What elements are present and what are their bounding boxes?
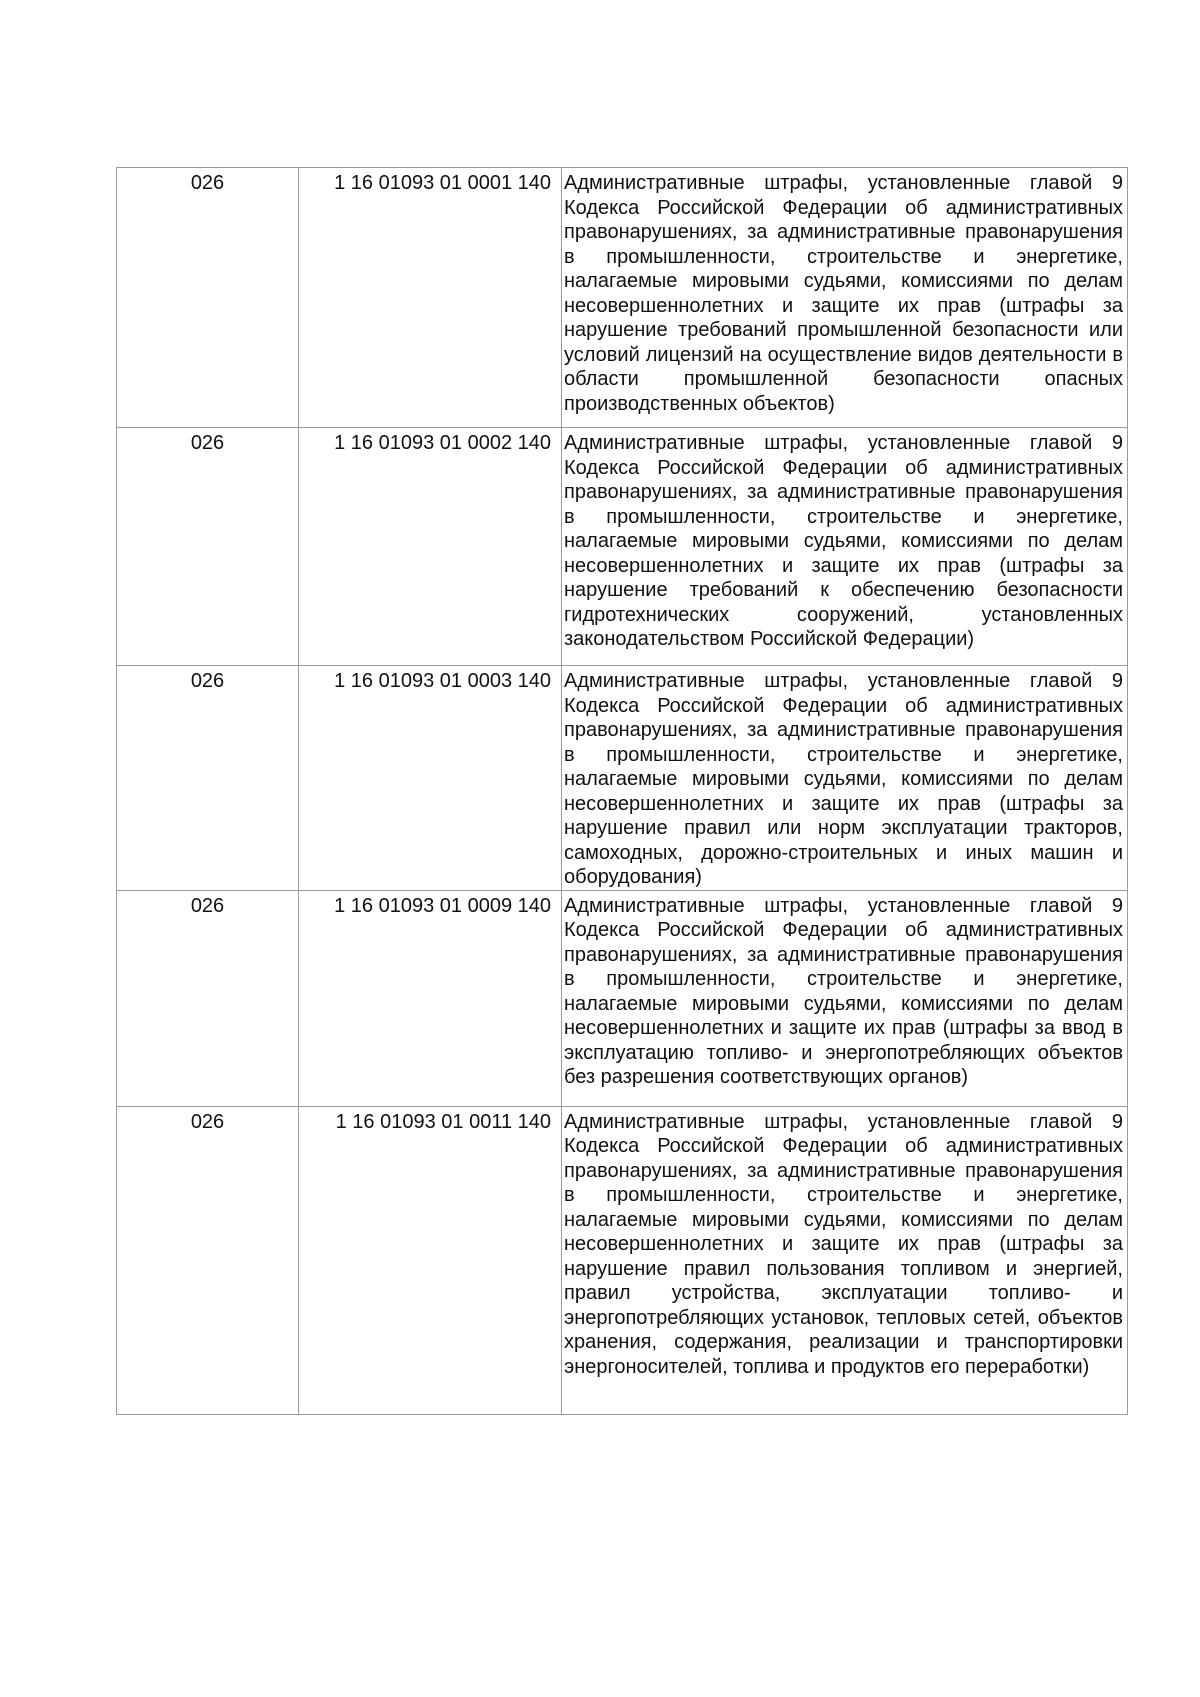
kbk-code-cell: 1 16 01093 01 0002 140 [299,428,562,666]
kbk-code-cell: 1 16 01093 01 0011 140 [299,1106,562,1414]
kbk-code-cell: 1 16 01093 01 0003 140 [299,666,562,891]
admin-code-cell: 026 [117,890,299,1106]
description-text: Административные штрафы, установленные главой 9 Кодекса Российской Федерации об административных правонарушениях, за административные правонарушения в промышленности, строительстве и энергетике, налагаемые мировыми судьями, комиссиями по делам несовершеннолетних и защите их прав (штрафы за нарушение требований промышленной безопасности или условий лицензий на осуществление видов деятельности в области промышленной безопасности опасных производственных объектов) [564,172,1123,415]
description-cell [562,1106,1128,1414]
admin-code-cell: 026 [117,1106,299,1414]
table-row [117,666,1128,891]
description-text: Административные штрафы, установленные главой 9 Кодекса Российской Федерации об административных правонарушениях, за административные правонарушения в промышленности, строительстве и энергетике, налагаемые мировыми судьями, комиссиями по делам несовершеннолетних и защите их прав (штрафы за нарушение правил или норм эксплуатации тракторов, самоходных, дорожно-строительных и иных машин и оборудования) [564,670,1123,888]
budget-codes-table [116,167,1128,1415]
table-row [117,1106,1128,1414]
description-cell [562,168,1128,428]
description-text: Административные штрафы, установленные главой 9 Кодекса Российской Федерации об административных правонарушениях, за административные правонарушения в промышленности, строительстве и энергетике, налагаемые мировыми судьями, комиссиями по делам несовершеннолетних и защите их прав (штрафы за нарушение требований к обеспечению безопасности гидротехнических сооружений, установленных законодательством Российской Федерации) [564,432,1123,650]
description-cell [562,890,1128,1106]
admin-code-cell: 026 [117,168,299,428]
description-cell [562,428,1128,666]
description-text: Административные штрафы, установленные главой 9 Кодекса Российской Федерации об административных правонарушениях, за административные правонарушения в промышленности, строительстве и энергетике, налагаемые мировыми судьями, комиссиями по делам несовершеннолетних и защите их прав (штрафы за нарушение правил пользования топливом и энергией, правил устройства, эксплуатации топливо- и энергопотребляющих установок, тепловых сетей, объектов хранения, содержания, реализации и транспортировки энергоносителей, топлива и продуктов его переработки) [564,1110,1123,1378]
admin-code-cell: 026 [117,428,299,666]
description-cell [562,666,1128,891]
admin-code-cell: 026 [117,666,299,891]
kbk-code-cell: 1 16 01093 01 0001 140 [299,168,562,428]
kbk-code-cell: 1 16 01093 01 0009 140 [299,890,562,1106]
table-row [117,428,1128,666]
table-row [117,890,1128,1106]
description-text: Административные штрафы, установленные главой 9 Кодекса Российской Федерации об административных правонарушениях, за административные правонарушения в промышленности, строительстве и энергетике, налагаемые мировыми судьями, комиссиями по делам несовершеннолетних и защите их прав (штрафы за ввод в эксплуатацию топливо- и энергопотребляющих объектов без разрешения соответствующих органов) [564,894,1123,1088]
table-row [117,168,1128,428]
